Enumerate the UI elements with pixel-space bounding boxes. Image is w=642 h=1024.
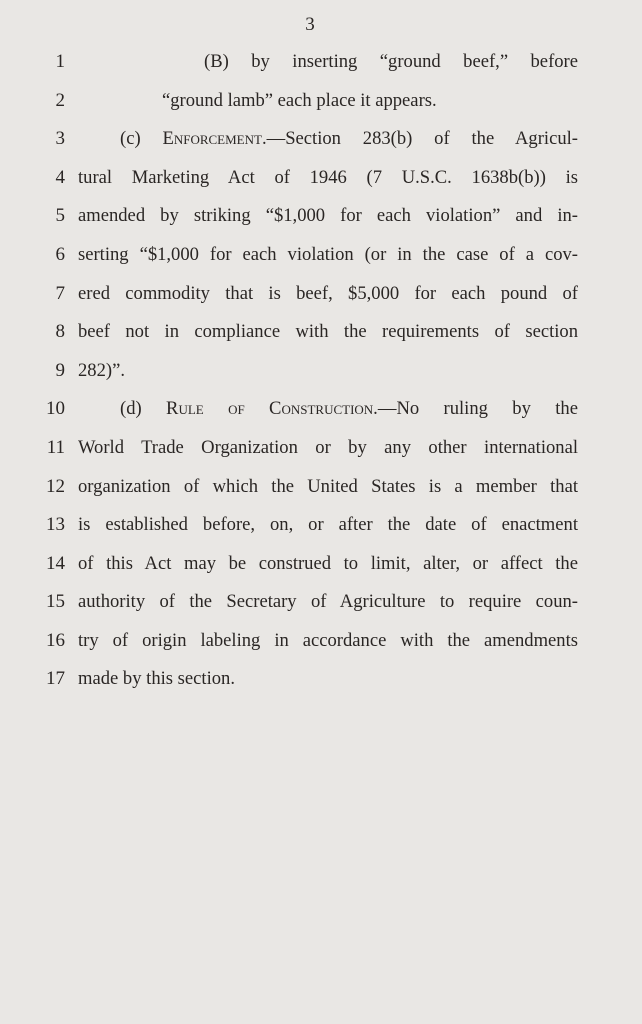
text-line (0, 629, 642, 668)
line-text: authority of the Secretary of Agriculture to require coun- (78, 591, 578, 612)
text-line (0, 359, 642, 398)
line-text: (B) by inserting “ground beef,” before (204, 51, 578, 72)
text-line (0, 475, 642, 514)
line-number: 13 (46, 514, 65, 535)
line-text: World Trade Organization or by any other international (78, 437, 578, 458)
text-line (0, 282, 642, 321)
line-text: tural Marketing Act of 1946 (7 U.S.C. 1638b(b)) is (78, 167, 578, 188)
line-number: 7 (55, 283, 65, 304)
subsection-text: —Section 283(b) of the Agricul- (266, 128, 578, 149)
subsection-heading: Enforcement. (162, 128, 267, 149)
text-line (0, 320, 642, 359)
text-line (0, 50, 642, 89)
line-number: 5 (55, 205, 65, 226)
text-line (0, 243, 642, 282)
line-number: 11 (46, 437, 65, 458)
text-line (0, 513, 642, 552)
text-line (0, 127, 642, 166)
line-text (120, 397, 578, 421)
subsection-heading: Rule of Construction. (166, 398, 378, 419)
line-number: 9 (55, 360, 65, 381)
line-number: 6 (55, 244, 65, 265)
line-number: 16 (46, 630, 65, 651)
text-line (0, 436, 642, 475)
line-number: 2 (55, 90, 65, 111)
line-text: ered commodity that is beef, $5,000 for each pound of (78, 283, 578, 304)
line-number: 4 (55, 167, 65, 188)
text-line (0, 397, 642, 436)
line-number: 14 (46, 553, 65, 574)
text-line (0, 204, 642, 243)
line-number: 1 (55, 51, 65, 72)
line-number: 17 (46, 668, 65, 689)
text-line (0, 552, 642, 591)
line-number: 12 (46, 476, 65, 497)
text-line (0, 166, 642, 205)
line-number: 15 (46, 591, 65, 612)
line-text: beef not in compliance with the requirements of section (78, 321, 578, 342)
text-line (0, 590, 642, 629)
line-text: amended by striking “$1,000 for each violation” and in- (78, 205, 578, 226)
line-number: 8 (55, 321, 65, 342)
line-text: try of origin labeling in accordance with the amendments (78, 630, 578, 651)
line-number: 10 (46, 398, 65, 419)
page-number: 3 (305, 14, 315, 35)
subsection-label: (d) (120, 398, 167, 419)
line-text: serting “$1,000 for each violation (or in the case of a cov- (78, 244, 578, 265)
subsection-text: —No ruling by the (377, 398, 578, 419)
line-number: 3 (55, 128, 65, 149)
line-text: of this Act may be construed to limit, alter, or affect the (78, 553, 578, 574)
line-text: is established before, on, or after the date of enactment (78, 514, 578, 535)
line-text: made by this section. (78, 668, 235, 689)
line-text: 282)”. (78, 360, 125, 381)
line-text: “ground lamb” each place it appears. (162, 90, 437, 111)
line-text (120, 127, 578, 151)
text-line (0, 89, 642, 128)
text-line (0, 667, 642, 706)
line-text: organization of which the United States is a member that (78, 476, 578, 497)
subsection-label: (c) (120, 128, 163, 149)
